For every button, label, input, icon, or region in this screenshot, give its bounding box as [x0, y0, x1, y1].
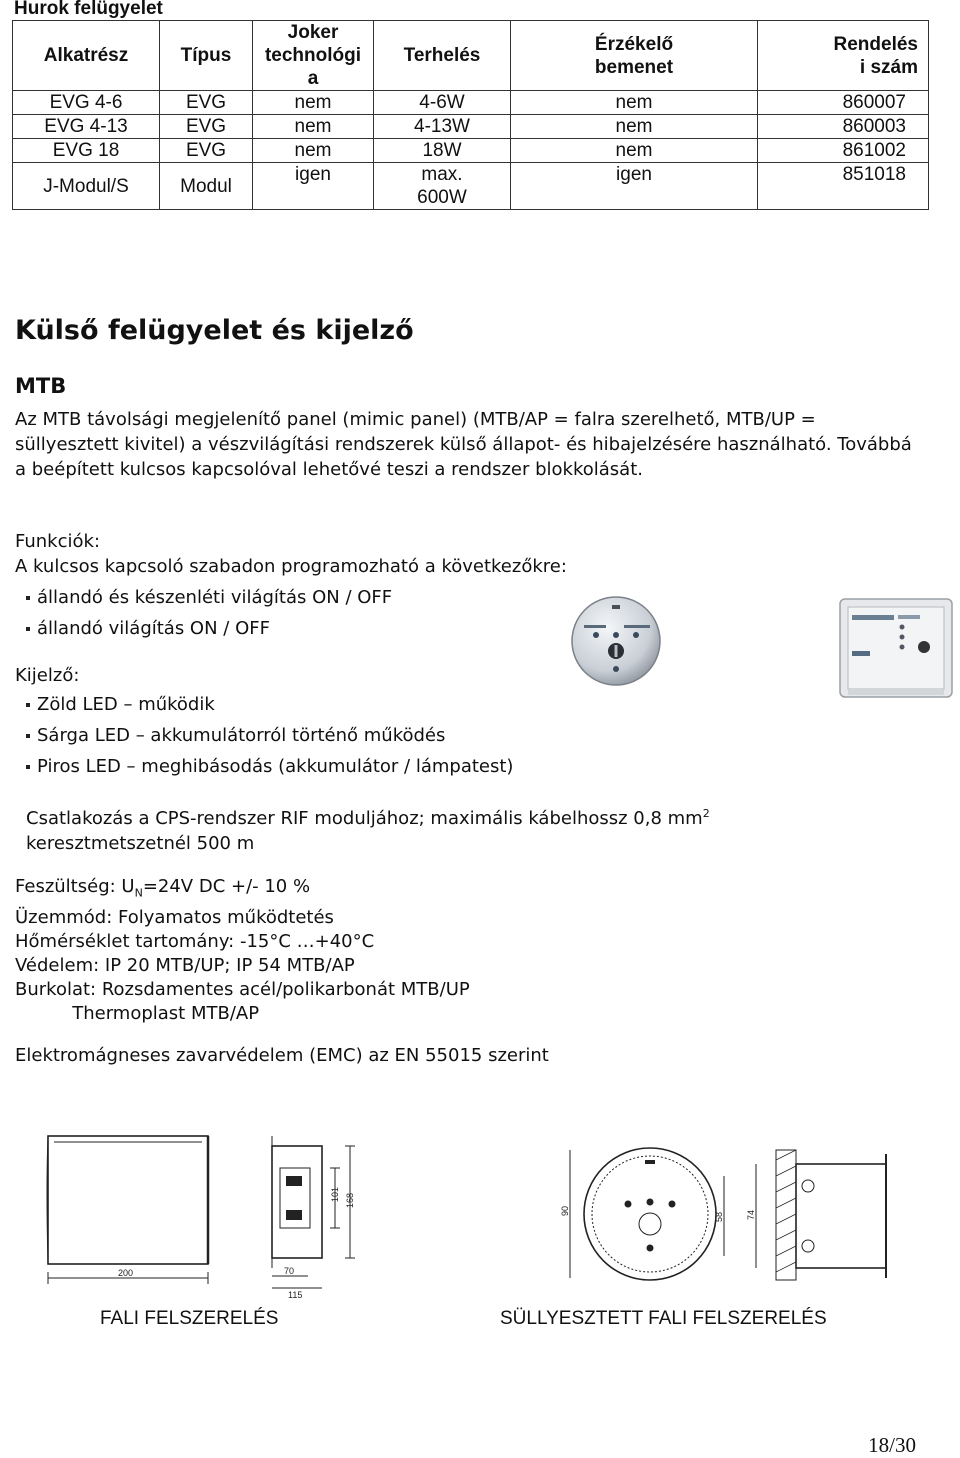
cell-sensor: nem — [511, 139, 758, 163]
load-line: 600W — [417, 187, 467, 208]
spec-protection: Védelem: IP 20 MTB/UP; IP 54 MTB/AP — [15, 954, 355, 976]
joker-line: a — [307, 68, 319, 89]
table-row — [13, 91, 929, 115]
functions-list — [26, 582, 392, 644]
cell-order: 860003 — [758, 115, 929, 139]
dim-label: 115 — [288, 1290, 303, 1300]
wall-mount-drawing — [40, 1128, 360, 1300]
sub-title: MTB — [15, 374, 67, 398]
cell-type: EVG — [160, 91, 253, 115]
joker-line: technológi — [264, 45, 362, 66]
connection-line: keresztmetszetnél 500 m — [26, 833, 255, 854]
cell-part: EVG 4-13 — [13, 115, 160, 139]
cell-joker: nem — [253, 139, 374, 163]
cell-load: 4-13W — [374, 115, 511, 139]
spec-voltage-prefix: Feszültség: U — [15, 876, 135, 897]
dim-label: 168 — [345, 1192, 355, 1208]
spec-voltage-sub: N — [134, 886, 143, 900]
list-item-text: állandó világítás ON / OFF — [37, 618, 270, 639]
mtb-up-panel-image — [570, 595, 662, 687]
cell-part: J-Modul/S — [13, 163, 160, 210]
dim-label: 58 — [714, 1211, 724, 1222]
cell-load: 18W — [374, 139, 511, 163]
list-item-text: Zöld LED – működik — [37, 694, 215, 715]
col-header-part: Alkatrész — [13, 21, 160, 91]
bullet-icon — [26, 765, 30, 769]
spec-voltage — [15, 875, 470, 906]
list-item-text: Sárga LED – akkumulátorról történő működés — [37, 725, 446, 746]
section-title: Külső felügyelet és kijelző — [15, 315, 414, 346]
dim-label: 74 — [746, 1209, 756, 1220]
superscript: 2 — [702, 807, 710, 820]
cell-type: EVG — [160, 115, 253, 139]
spec-mode: Üzemmód: Folyamatos működtetés — [15, 906, 334, 928]
cell-sensor: nem — [511, 91, 758, 115]
list-item — [26, 689, 513, 720]
dim-label: 101 — [330, 1186, 340, 1202]
connection-text — [26, 801, 826, 856]
parts-table — [12, 20, 929, 210]
order-line: i szám — [859, 56, 918, 78]
emc-text: Elektromágneses zavarvédelem (EMC) az EN 55015 szerint — [15, 1045, 549, 1066]
table-row — [13, 139, 929, 163]
list-item-text: Piros LED – meghibásodás (akkumulátor / lámpatest) — [37, 756, 514, 777]
bullet-icon — [26, 627, 30, 631]
cell-sensor: nem — [511, 115, 758, 139]
load-line: max. — [421, 164, 463, 185]
bullet-icon — [26, 596, 30, 600]
dim-label: 70 — [284, 1266, 295, 1276]
sensor-line: Érzékelő — [594, 33, 674, 55]
caption-wall-mount: FALI FELSZERELÉS — [100, 1308, 279, 1329]
list-item — [26, 751, 513, 782]
mtb-ap-box-image — [838, 595, 954, 703]
dim-label: 200 — [118, 1268, 134, 1278]
list-item — [26, 613, 392, 644]
cell-type: EVG — [160, 139, 253, 163]
cell-order: 860007 — [758, 91, 929, 115]
spec-voltage-suffix: =24V DC +/- 10 % — [142, 876, 311, 897]
table-row — [13, 163, 929, 210]
functions-text: A kulcsos kapcsoló szabadon programozható a következőkre: — [15, 556, 567, 577]
joker-line: Joker — [287, 22, 339, 43]
col-header-order — [758, 21, 929, 91]
list-item — [26, 582, 392, 613]
cell-order: 851018 — [758, 163, 929, 210]
list-item-text: állandó és készenléti világítás ON / OFF — [37, 587, 393, 608]
sensor-line: bemenet — [594, 56, 674, 78]
display-label: Kijelző: — [15, 665, 80, 686]
table-header-row — [13, 21, 929, 91]
cell-part: EVG 18 — [13, 139, 160, 163]
connection-line: Csatlakozás a CPS-rendszer RIF moduljához; maximális kábelhossz 0,8 mm — [26, 808, 703, 829]
table-row — [13, 115, 929, 139]
list-item — [26, 720, 513, 751]
dim-label: 90 — [560, 1205, 570, 1216]
flush-mount-drawing — [560, 1136, 940, 1300]
spec-temperature: Hőmérséklet tartomány: -15°C …+40°C — [15, 930, 375, 952]
col-header-load: Terhelés — [374, 21, 511, 91]
spec-housing-cont: Thermoplast MTB/AP — [15, 1002, 260, 1024]
col-header-joker — [253, 21, 374, 91]
section-heading-loop-monitoring: Hurok felügyelet — [14, 0, 163, 19]
cell-joker: nem — [253, 91, 374, 115]
cell-joker: igen — [253, 163, 374, 210]
cell-load: 4-6W — [374, 91, 511, 115]
col-header-sensor — [511, 21, 758, 91]
bullet-icon — [26, 734, 30, 738]
functions-label: Funkciók: — [15, 531, 101, 552]
col-header-type: Típus — [160, 21, 253, 91]
led-list — [26, 689, 513, 782]
intro-paragraph: Az MTB távolsági megjelenítő panel (mimic panel) (MTB/AP = falra szerelhető, MTB/UP = süllyesztett kivitel) a vészvilágítási rendszerek külső állapot- és hibajelzésére használható. Továbbá a beépített kulcsos kapcsolóval lehetővé teszi a rendszer blokkolását. — [15, 409, 912, 480]
cell-part: EVG 4-6 — [13, 91, 160, 115]
order-line: Rendelés — [833, 33, 918, 55]
cell-sensor: igen — [511, 163, 758, 210]
caption-flush-mount: SÜLLYESZTETT FALI FELSZERELÉS — [500, 1308, 827, 1329]
spec-housing: Burkolat: Rozsdamentes acél/polikarbonát MTB/UP — [15, 978, 470, 1000]
page-number: 18/30 — [868, 1433, 916, 1457]
specs-block — [15, 875, 470, 1026]
cell-type: Modul — [160, 163, 253, 210]
cell-load — [374, 163, 511, 210]
cell-joker: nem — [253, 115, 374, 139]
bullet-icon — [26, 703, 30, 707]
cell-order: 861002 — [758, 139, 929, 163]
